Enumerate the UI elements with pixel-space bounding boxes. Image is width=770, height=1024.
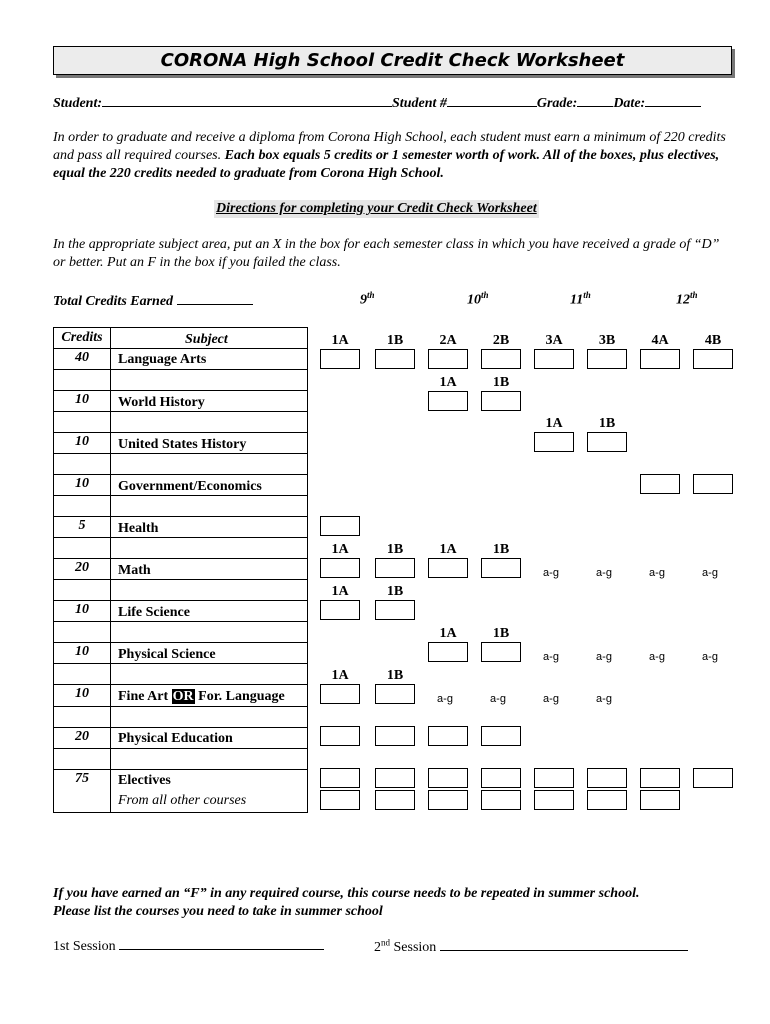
physical-science-label-1b: 1B <box>492 626 510 641</box>
electives-subtext: From all other courses <box>118 793 247 808</box>
student-number-field[interactable] <box>447 94 537 107</box>
checkbox-world-history-1a[interactable] <box>428 391 468 411</box>
table-rule <box>53 727 307 728</box>
subject-government: Government/Economics <box>118 479 262 494</box>
subject-world-history: World History <box>118 395 205 410</box>
col-3a: 3A <box>545 333 563 348</box>
table-rule <box>53 684 307 685</box>
math-ag-3: a-g <box>649 567 665 579</box>
checkbox-physical-science-1a[interactable] <box>428 642 468 662</box>
math-ag-1: a-g <box>543 567 559 579</box>
page-title: CORONA High School Credit Check Worksheet <box>53 46 732 75</box>
table-rule <box>53 495 307 496</box>
world-history-label-1b: 1B <box>492 375 510 390</box>
checkbox-electives-r1-7[interactable] <box>640 768 680 788</box>
table-rule <box>53 769 307 770</box>
credits-life-science: 10 <box>75 602 89 617</box>
table-rule <box>53 621 307 622</box>
physical-science-ag-2: a-g <box>596 651 612 663</box>
credits-physical-science: 10 <box>75 644 89 659</box>
checkbox-fine-art-1a[interactable] <box>320 684 360 704</box>
total-credits-field[interactable] <box>177 292 253 305</box>
checkbox-pe-3[interactable] <box>428 726 468 746</box>
checkbox-language-arts-3a[interactable] <box>534 349 574 369</box>
date-label: Date: <box>613 96 646 111</box>
summer-school-note <box>53 885 743 921</box>
total-credits-label: Total Credits Earned <box>53 294 174 309</box>
world-history-label-1a: 1A <box>439 375 457 390</box>
checkbox-electives-r1-2[interactable] <box>375 768 415 788</box>
math-label-2b: 1B <box>492 542 510 557</box>
credits-physical-education: 20 <box>75 729 89 744</box>
student-number-label: Student # <box>392 96 447 111</box>
student-info-line <box>53 94 701 112</box>
credits-government: 10 <box>75 476 89 491</box>
fine-art-ag-2: a-g <box>490 693 506 705</box>
col-1b: 1B <box>386 333 404 348</box>
checkbox-language-arts-2a[interactable] <box>428 349 468 369</box>
checkbox-language-arts-4b[interactable] <box>693 349 733 369</box>
col-2a: 2A <box>439 333 457 348</box>
checkbox-us-history-1a[interactable] <box>534 432 574 452</box>
physical-science-ag-1: a-g <box>543 651 559 663</box>
us-history-label-1a: 1A <box>545 416 563 431</box>
table-rule <box>53 558 307 559</box>
checkbox-government-1a[interactable] <box>640 474 680 494</box>
checkbox-pe-1[interactable] <box>320 726 360 746</box>
grade-9-header: 9th <box>360 290 375 308</box>
session-2-field[interactable] <box>440 938 688 951</box>
session-1-label: 1st Session <box>53 939 116 954</box>
checkbox-world-history-1b[interactable] <box>481 391 521 411</box>
checkbox-life-science-1b[interactable] <box>375 600 415 620</box>
directions-heading: Directions for completing your Credit Check Worksheet <box>216 201 537 216</box>
math-label-2a: 1A <box>439 542 457 557</box>
subject-electives: Electives <box>118 773 171 788</box>
table-rule <box>53 516 307 517</box>
checkbox-language-arts-1a[interactable] <box>320 349 360 369</box>
intro-paragraph <box>53 129 731 183</box>
checkbox-pe-4[interactable] <box>481 726 521 746</box>
session-1 <box>53 937 324 955</box>
checkbox-us-history-1b[interactable] <box>587 432 627 452</box>
checkbox-math-2b[interactable] <box>481 558 521 578</box>
table-rule <box>53 348 307 349</box>
grade-12-header: 12th <box>676 290 698 308</box>
checkbox-health[interactable] <box>320 516 360 536</box>
student-label: Student: <box>53 96 103 111</box>
subject-header: Subject <box>185 332 228 347</box>
fine-art-ag-1: a-g <box>437 693 453 705</box>
checkbox-fine-art-1b[interactable] <box>375 684 415 704</box>
student-name-field[interactable] <box>102 94 392 107</box>
checkbox-electives-r2-7[interactable] <box>640 790 680 810</box>
col-4a: 4A <box>651 333 669 348</box>
checkbox-electives-r2-1[interactable] <box>320 790 360 810</box>
table-rule <box>53 411 307 412</box>
physical-science-ag-3: a-g <box>649 651 665 663</box>
checkbox-electives-r1-5[interactable] <box>534 768 574 788</box>
grade-label: Grade: <box>536 96 578 111</box>
table-rule <box>53 600 307 601</box>
table-divider <box>110 327 111 812</box>
checkbox-electives-r1-8[interactable] <box>693 768 733 788</box>
life-science-label-1a: 1A <box>331 584 349 599</box>
subject-physical-science: Physical Science <box>118 647 216 662</box>
credits-us-history: 10 <box>75 434 89 449</box>
subject-health: Health <box>118 521 159 536</box>
checkbox-government-1b[interactable] <box>693 474 733 494</box>
credits-language-arts: 40 <box>75 350 89 365</box>
math-ag-2: a-g <box>596 567 612 579</box>
checkbox-language-arts-2b[interactable] <box>481 349 521 369</box>
table-rule <box>53 663 307 664</box>
checkbox-math-1b[interactable] <box>375 558 415 578</box>
table-rule <box>53 706 307 707</box>
session-2-label: 2nd Session <box>374 937 437 955</box>
checkbox-math-2a[interactable] <box>428 558 468 578</box>
credits-health: 5 <box>78 518 86 533</box>
subject-us-history: United States History <box>118 437 247 452</box>
checkbox-electives-r1-3[interactable] <box>428 768 468 788</box>
table-rule <box>53 537 307 538</box>
subject-math: Math <box>118 563 151 578</box>
col-3b: 3B <box>598 333 616 348</box>
table-rule <box>53 453 307 454</box>
subject-language-arts: Language Arts <box>118 352 207 367</box>
col-4b: 4B <box>704 333 722 348</box>
col-2b: 2B <box>492 333 510 348</box>
life-science-label-1b: 1B <box>386 584 404 599</box>
math-label-1a: 1A <box>331 542 349 557</box>
col-1a: 1A <box>331 333 349 348</box>
checkbox-electives-r2-3[interactable] <box>428 790 468 810</box>
fine-art-label-1b: 1B <box>386 668 404 683</box>
intro-bold-text: Each box equals 5 credits or 1 semester worth of work. All of the boxes, plus electives, equal the 220 credits needed to graduate from Corona High School. <box>53 148 720 181</box>
credits-electives: 75 <box>75 771 89 786</box>
credits-math: 20 <box>75 560 89 575</box>
subject-life-science: Life Science <box>118 605 190 620</box>
checkbox-life-science-1a[interactable] <box>320 600 360 620</box>
checkbox-electives-r2-6[interactable] <box>587 790 627 810</box>
physical-science-label-1a: 1A <box>439 626 457 641</box>
checkbox-physical-science-1b[interactable] <box>481 642 521 662</box>
table-rule <box>53 432 307 433</box>
summer-school-note-line2: Please list the courses you need to take in summer school <box>53 904 383 919</box>
session-1-field[interactable] <box>119 937 324 950</box>
math-ag-4: a-g <box>702 567 718 579</box>
table-rule <box>53 579 307 580</box>
math-label-1b: 1B <box>386 542 404 557</box>
table-rule <box>53 642 307 643</box>
intro-text: In order to graduate and receive a diploma from Corona High School, each student must earn a minimum of 220 credits and pass all required courses. <box>53 130 726 163</box>
checkbox-electives-r2-2[interactable] <box>375 790 415 810</box>
us-history-label-1b: 1B <box>598 416 616 431</box>
grade-10-header: 10th <box>467 290 489 308</box>
checkbox-electives-r2-5[interactable] <box>534 790 574 810</box>
table-rule <box>53 748 307 749</box>
subject-fine-art-language: Fine Art OR For. Language <box>118 689 285 704</box>
table-rule <box>53 390 307 391</box>
physical-science-ag-4: a-g <box>702 651 718 663</box>
session-2 <box>374 937 688 956</box>
checkbox-electives-r1-6[interactable] <box>587 768 627 788</box>
fine-art-ag-3: a-g <box>543 693 559 705</box>
total-credits <box>53 292 253 310</box>
credits-header: Credits <box>61 330 103 345</box>
checkbox-pe-2[interactable] <box>375 726 415 746</box>
subject-physical-education: Physical Education <box>118 731 233 746</box>
directions-text: In the appropriate subject area, put an X in the box for each semester class in which you have received a grade of “D” or better. Put an F in the box if you failed the class. <box>53 237 720 270</box>
date-field[interactable] <box>645 94 701 107</box>
table-rule <box>53 369 307 370</box>
checkbox-language-arts-1b[interactable] <box>375 349 415 369</box>
grade-field[interactable] <box>577 94 613 107</box>
fine-art-ag-4: a-g <box>596 693 612 705</box>
credits-world-history: 10 <box>75 392 89 407</box>
checkbox-electives-r1-1[interactable] <box>320 768 360 788</box>
grade-11-header: 11th <box>570 290 591 308</box>
checkbox-electives-r1-4[interactable] <box>481 768 521 788</box>
checkbox-electives-r2-4[interactable] <box>481 790 521 810</box>
summer-school-note-line1: If you have earned an “F” in any required course, this course needs to be repeated in summer school. <box>53 886 640 901</box>
checkbox-math-1a[interactable] <box>320 558 360 578</box>
credits-fine-art-language: 10 <box>75 686 89 701</box>
table-rule <box>53 474 307 475</box>
checkbox-language-arts-3b[interactable] <box>587 349 627 369</box>
fine-art-label-1a: 1A <box>331 668 349 683</box>
checkbox-language-arts-4a[interactable] <box>640 349 680 369</box>
